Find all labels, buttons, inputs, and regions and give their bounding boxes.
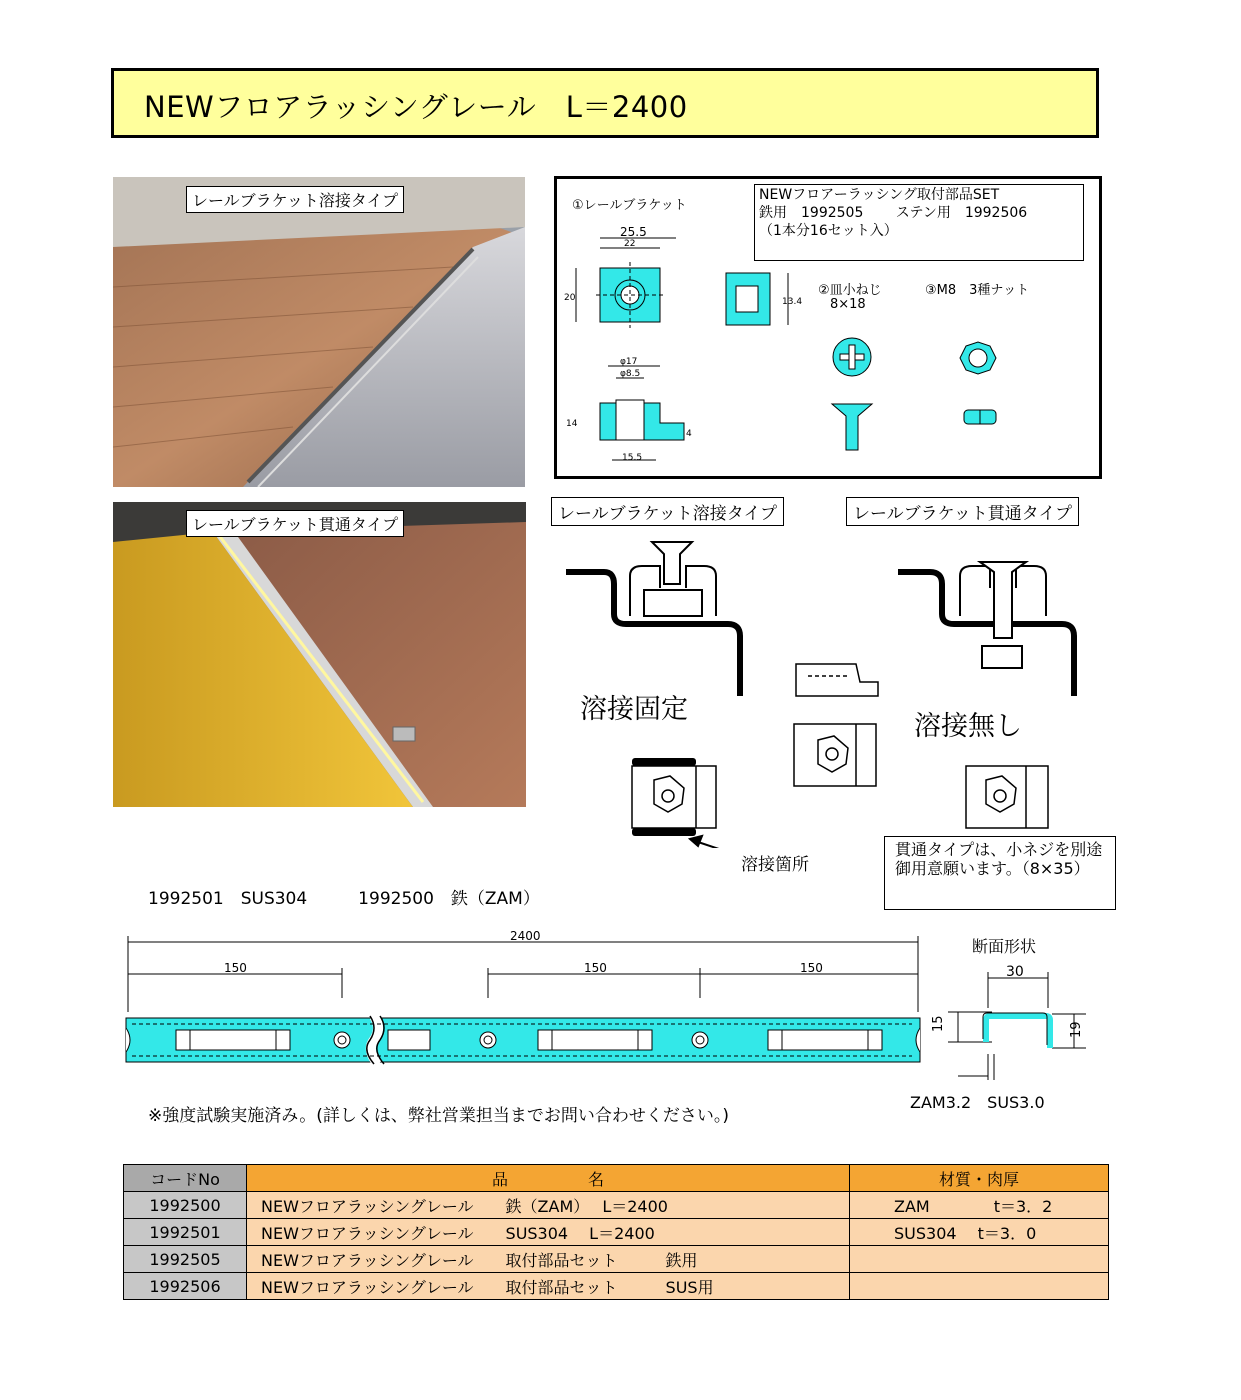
nut-label: ③M8 3種ナット xyxy=(925,283,1030,298)
dim-20: 20 xyxy=(564,293,576,303)
bracket-center-side xyxy=(796,664,878,696)
section-title: 断面形状 xyxy=(972,937,1037,956)
row-code: 1992505 xyxy=(124,1246,247,1273)
header-code: コードNo xyxy=(124,1165,247,1192)
row-code: 1992501 xyxy=(124,1219,247,1246)
through-bracket-top xyxy=(966,766,1048,828)
dim-25-5: 25.5 xyxy=(620,225,647,239)
dim-15-5: 15.5 xyxy=(622,453,643,463)
header-name: 品 名 xyxy=(247,1165,850,1192)
row-name: NEWフロアラッシングレール 取付部品セット 鉄用 xyxy=(247,1246,850,1273)
photo-through-label: レールブラケット貫通タイプ xyxy=(186,510,404,537)
row-code: 1992506 xyxy=(124,1273,247,1300)
row-material: SUS304 t＝3．0 xyxy=(850,1219,1109,1246)
screw-head-icon xyxy=(833,338,871,376)
weld-bracket-icon xyxy=(630,542,716,616)
weld-bracket-top xyxy=(632,766,716,828)
set-line-3: （1本分16セット入） xyxy=(759,223,898,239)
weld-point-arrow xyxy=(690,836,740,848)
header-material: 材質・肉厚 xyxy=(850,1165,1109,1192)
through-bracket-icon xyxy=(960,562,1046,668)
weld-fixed-label: 溶接固定 xyxy=(580,694,688,725)
page-title: NEWフロアラッシングレール L＝2400 xyxy=(144,90,688,124)
dim-phi-17: φ17 xyxy=(620,357,638,367)
bracket-label: ①レールブラケット xyxy=(572,198,687,213)
dim-total-2400: 2400 xyxy=(510,929,541,943)
title-banner xyxy=(111,68,1099,138)
row-code: 1992500 xyxy=(124,1192,247,1219)
rail-drawing xyxy=(120,928,930,1068)
rail-body xyxy=(126,1016,920,1064)
section-width-30: 30 xyxy=(1006,964,1024,980)
section-drawing xyxy=(928,958,1088,1088)
bracket-side-view xyxy=(726,273,802,325)
screw-label: ②皿小ねじ xyxy=(818,283,882,298)
table-row xyxy=(124,1192,1109,1219)
row-material xyxy=(850,1246,1109,1273)
screw-side-icon xyxy=(832,404,872,450)
set-line-1: NEWフロアーラッシング取付部品SET xyxy=(759,187,1000,203)
photo-weld-image xyxy=(113,177,525,487)
dim-phi-8-5: φ8.5 xyxy=(620,369,641,379)
bracket-center-top xyxy=(794,724,876,786)
bracket-top-view xyxy=(564,225,676,328)
photo-weld-label: レールブラケット溶接タイプ xyxy=(186,186,404,213)
row-name: NEWフロアラッシングレール SUS304 L＝2400 xyxy=(247,1219,850,1246)
dim-22: 22 xyxy=(624,239,636,249)
dim-pitch-150-a: 150 xyxy=(224,961,247,975)
weld-type-title: レールブラケット溶接タイプ xyxy=(551,497,784,526)
section-thickness: ZAM3.2 SUS3.0 xyxy=(910,1093,1045,1112)
nut-side-icon xyxy=(964,410,996,424)
dim-14: 14 xyxy=(566,419,578,429)
no-weld-label: 溶接無し xyxy=(914,711,1022,742)
row-material: ZAM t＝3．2 xyxy=(850,1192,1109,1219)
weld-point-label: 溶接箇所 xyxy=(741,855,809,875)
screw-size: 8×18 xyxy=(830,297,866,312)
table-row xyxy=(124,1219,1109,1246)
photo-through-type xyxy=(113,502,526,807)
row-name: NEWフロアラッシングレール 鉄（ZAM） L＝2400 xyxy=(247,1192,850,1219)
photo-through-image xyxy=(113,502,526,807)
table-row xyxy=(124,1246,1109,1273)
spec-table xyxy=(123,1164,1109,1300)
row-material xyxy=(850,1273,1109,1300)
through-type-title: レールブラケット貫通タイプ xyxy=(846,497,1079,526)
footnote: ※強度試験実施済み。(詳しくは、弊社営業担当までお問い合わせください。) xyxy=(148,1106,730,1126)
section-h-19: 19 xyxy=(1069,1021,1084,1038)
nut-top-icon xyxy=(960,342,996,374)
dim-4: 4 xyxy=(686,429,692,439)
dim-pitch-150-c: 150 xyxy=(800,961,823,975)
table-row xyxy=(124,1273,1109,1300)
bracket-front-section xyxy=(566,357,692,463)
parts-drawings xyxy=(556,178,1100,477)
table-header-row xyxy=(124,1165,1109,1192)
dim-pitch-150-b: 150 xyxy=(584,961,607,975)
set-line-2: 鉄用 1992505 ステン用 1992506 xyxy=(759,205,1028,221)
photo-weld-type xyxy=(113,177,525,487)
rail-codes: 1992501 SUS304 1992500 鉄（ZAM） xyxy=(148,889,540,909)
dim-13-4: 13.4 xyxy=(782,297,803,307)
section-h-15: 15 xyxy=(931,1015,946,1032)
through-note: 貫通タイプは、小ネジを別途御用意願います。（8×35） xyxy=(884,836,1116,910)
row-name: NEWフロアラッシングレール 取付部品セット SUS用 xyxy=(247,1273,850,1300)
